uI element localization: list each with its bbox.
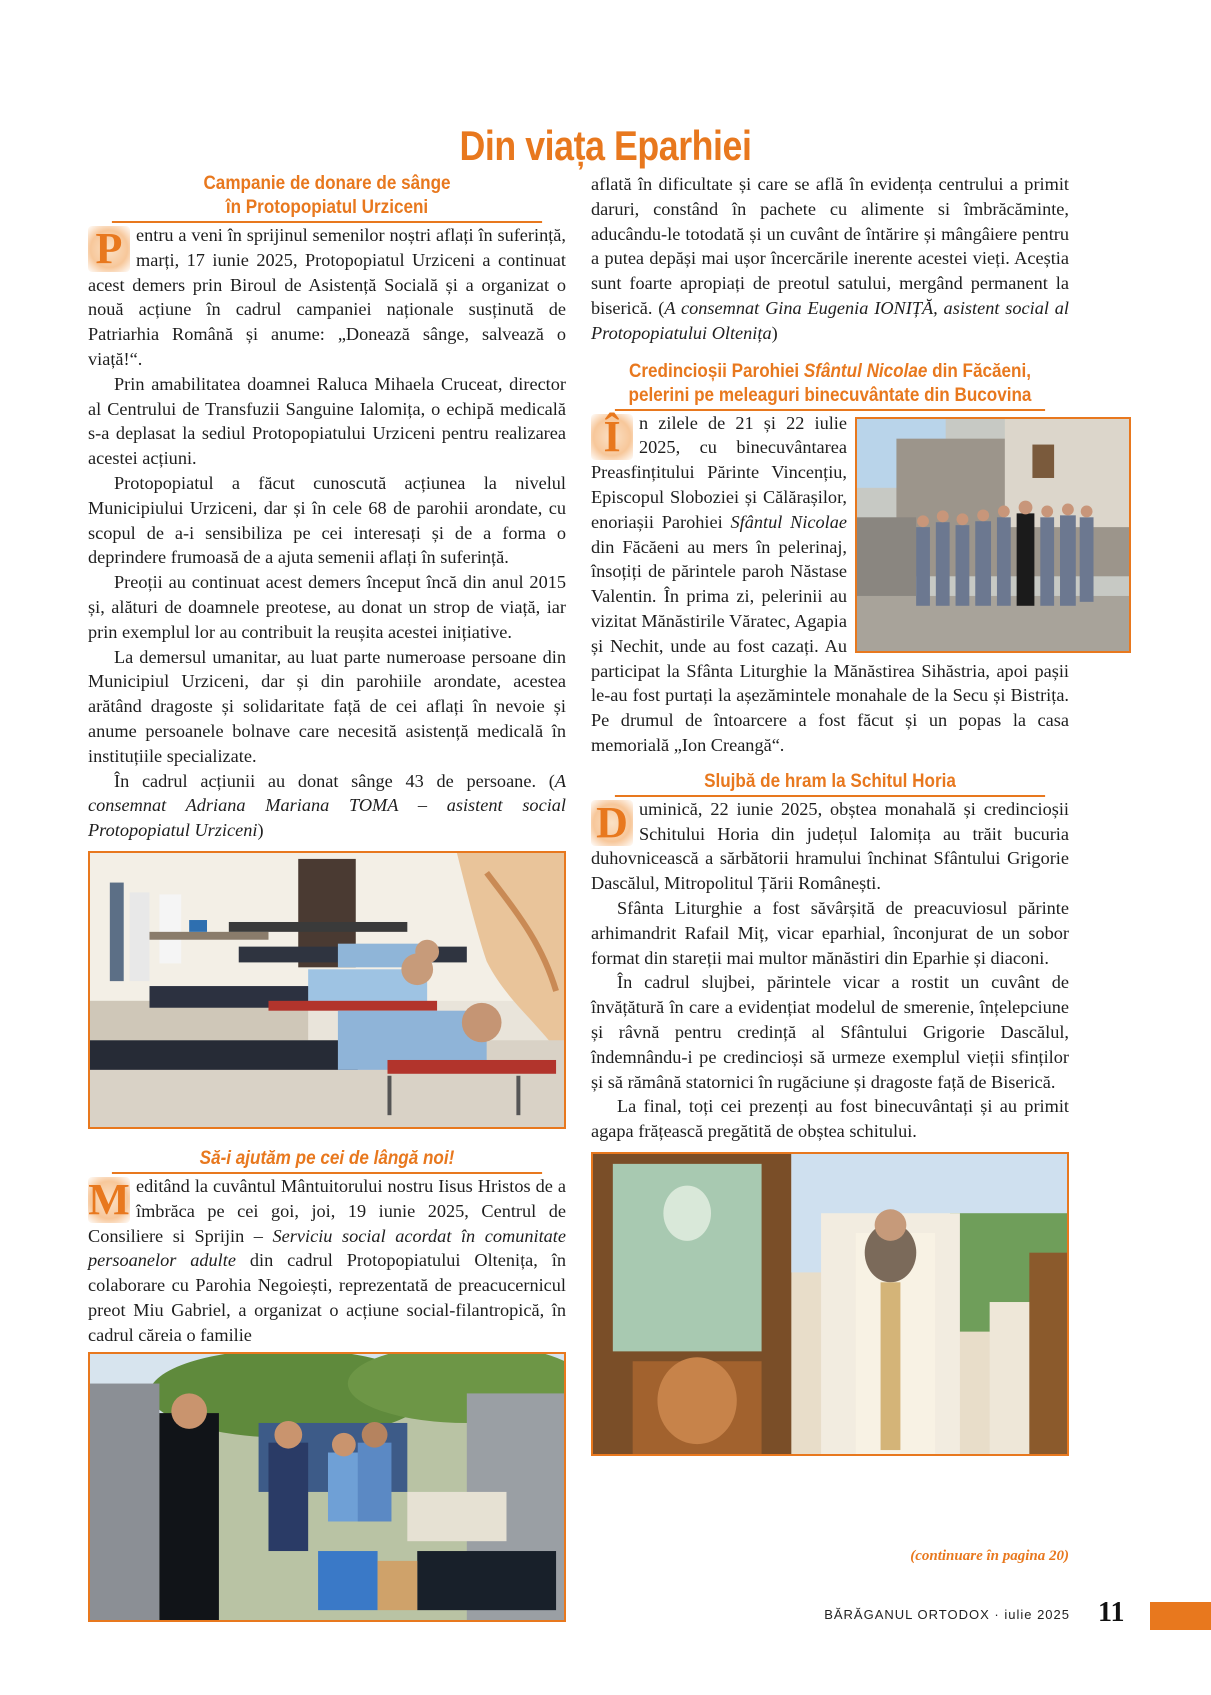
article3-p1-b: din Făcăeni au mers în pelerinaj, însoțiți de părintele paroh Năstase Valentin. În prima zi, pelerinii au vizitat Mănăstirile Văratec, Agapia și Nechit, unde au fost cazați. Au participat la Sfânta Liturghie la Mănăstirea Sihăstria, apoi pașii le-au fost purtați la așezămintele monahale de la Secu și Bistrița. Pe drumul de întoarcere a fost făcut și un popas la casa memorială „Ion Creangă“.	[591, 536, 1069, 755]
article1-paragraph-5: La demersul umanitar, au luat parte numeroase persoane din Municipiul Urziceni, dar și din parohiile arondate, acestea arătând dragoste și solidaritate față de cei aflați în nevoie și anume persoanele bolnave care necesită asistență medicală în instituțiile specializate.	[88, 646, 566, 766]
article3-title-a: Credincioșii Parohiei	[629, 360, 804, 382]
article3-title-line1	[615, 360, 1045, 384]
article2-p1-b: din cadrul Protopopiatului Oltenița, în colaborare cu Parohia Negoiești, reprezentată de preacucernicul preot Miu Gabriel, a organizat o acțiune social-filantropică, în cadrul căreia o familie	[88, 1250, 566, 1345]
left-column	[88, 172, 566, 1622]
article1-title-line2: în Protopopiatul Urziceni	[225, 197, 429, 218]
footer-publication: BĂRĂGANUL ORTODOX · iulie 2025	[824, 1607, 1070, 1622]
article1-title	[112, 172, 542, 223]
church-feast-photo	[591, 1152, 1069, 1456]
article2-continued-text: aflată în dificultate și care se află în evidența centrului a primit daruri, constând în pachete cu alimente si îmbrăcăminte, aducându-le totodată și un cuvânt de întărire și mângâiere pentru a putea depăși mai ușor încercările inerente acestei vieți. Aceștia sunt foarte apropiați de preotul satului, mergând permanent la biserică. (	[591, 174, 1069, 318]
article3-title-line2: pelerini pe meleaguri binecuvântate din Bucovina	[628, 384, 1032, 406]
article3-title-italic: Sfântul Nicolae	[803, 360, 928, 382]
article3-title-b: din Făcăeni,	[927, 360, 1031, 382]
article4-paragraph-4: La final, toți cei prezenți au fost binecuvântați și au primit agapa frățească pregătită de obștea schitului.	[591, 1096, 1069, 1142]
dropcap-d: D	[591, 800, 633, 846]
article1-p6-text: În cadrul acțiunii au donat sânge 43 de persoane. (	[114, 770, 555, 791]
article2-p1-italic: Serviciu social acordat în comunitate persoanelor adulte	[88, 1225, 566, 1271]
continue-note: (continuare în pagina 20)	[910, 1548, 1069, 1564]
article4-title: Slujbă de hram la Schitul Horia	[615, 770, 1045, 797]
article1-paragraph-3: Protopopiatul a făcut cunoscută acțiunea la nivelul Municipiului Urziceni, dar și în cele 68 de parohii arondate, cu scopul de a-i sensibiliza pe cei interesați și de a forma o deprindere frumoasă de a ajuta semenii aflați în suferință.	[88, 472, 566, 568]
page-title: Din viața Eparhiei	[459, 122, 752, 169]
article1-paragraph-4: Preoții au continuat acest demers început încă din anul 2015 și, alături de doamnele preotese, au donat un strop de viață, iar prin exemplul lor au contribuit la reușita acestei inițiative.	[88, 572, 566, 642]
article1-title-line1: Campanie de donare de sânge	[203, 173, 451, 194]
article1-p1-text: entru a veni în sprijinul semenilor noștri aflați în suferință, marți, 17 iunie 2025, Protopopiatul Urziceni a continuat acest demers prin Biroul de Asistență Socială și a organizat o nouă acțiune în cadrul campaniei naționale susținută de Patriarhia Română și anume: „Donează sânge, salvează o viață!“.	[88, 225, 566, 369]
article3-p1-italic: Sfântul Nicolae	[730, 511, 847, 532]
article1-paragraph-2: Prin amabilitatea doamnei Raluca Mihaela Cruceat, director al Centrului de Transfuzii Sanguine Ialomița, o echipă medicală s-a deplasat la sediul Protopopiatului Urziceni pentru realizarea acestei acțiuni.	[88, 373, 566, 469]
article2-end: )	[771, 322, 778, 343]
article2-paragraph-continued	[591, 172, 1069, 346]
article3-body	[591, 411, 1069, 758]
article1-paragraph-6	[88, 769, 566, 843]
article2-title: Să-i ajutăm pe cei de lângă noi!	[112, 1147, 542, 1174]
right-column	[591, 172, 1069, 1456]
article1-signature: A consemnat Adriana Mariana TOMA – asistent social Protopopiatul Urziceni	[88, 770, 566, 841]
article2-signature: A consemnat Gina Eugenia IONIȚĂ, asistent social al Protopopiatului Oltenița	[591, 297, 1069, 343]
article4-p1-text: uminică, 22 iunie 2025, obștea monahală și credincioșii Schitului Horia din județul Ialomița au trăit bucuria duhovnicească a sărbătorii hramului închinat Sfântului Grigorie Dascălul, Mitropolitul Țării Românești.	[591, 798, 1069, 894]
article1-paragraph-1	[88, 223, 566, 372]
pilgrimage-photo	[855, 417, 1131, 653]
article4-paragraph-2: Sfânta Liturghie a fost săvârșită de preacuviosul părinte arhimandrit Rafail Miț, vicar eparhial, înconjurat de un sobor format din stareții mai multor mănăstiri din Eparhie și diaconi.	[591, 897, 1069, 968]
blood-donation-photo	[88, 851, 566, 1129]
article2-paragraph-1	[88, 1174, 566, 1348]
dropcap-i: Î	[591, 414, 633, 460]
charity-family-photo	[88, 1352, 566, 1622]
article4-paragraph-3: În cadrul slujbei, părintele vicar a rostit un cuvânt de învățătură în care a evidențiat modelul de smerenie, înțelepciune și râvnă pentru credință al Sfântului Grigorie Dascălul, îndemnându-i pe credincioși să urmeze exemplul vieții sfinților și să rămână statornici în rugăciune și dragoste față de Biserică.	[591, 972, 1069, 1092]
footer-orange-bar	[1150, 1602, 1211, 1630]
dropcap-m: M	[88, 1174, 130, 1224]
article2-p1-a: editând la cuvântul Mântuitorului nostru Iisus Hristos de a îmbrăca pe cei goi, joi, 19 iunie 2025, Centrul de Consiliere si Sprijin –	[88, 1175, 566, 1246]
dropcap-p: P	[88, 226, 130, 272]
article3-title	[615, 360, 1045, 411]
article4-paragraph-1	[591, 797, 1069, 896]
page-number: 11	[1098, 1597, 1125, 1628]
article1-p6-end: )	[257, 820, 264, 841]
article3-p1-a: n zilele de 21 și 22 iulie 2025, cu binecuvântarea Preasfințitului Părinte Vincențiu, Episcopul Sloboziei și Călărașilor, enoriașii Parohiei	[591, 412, 847, 532]
